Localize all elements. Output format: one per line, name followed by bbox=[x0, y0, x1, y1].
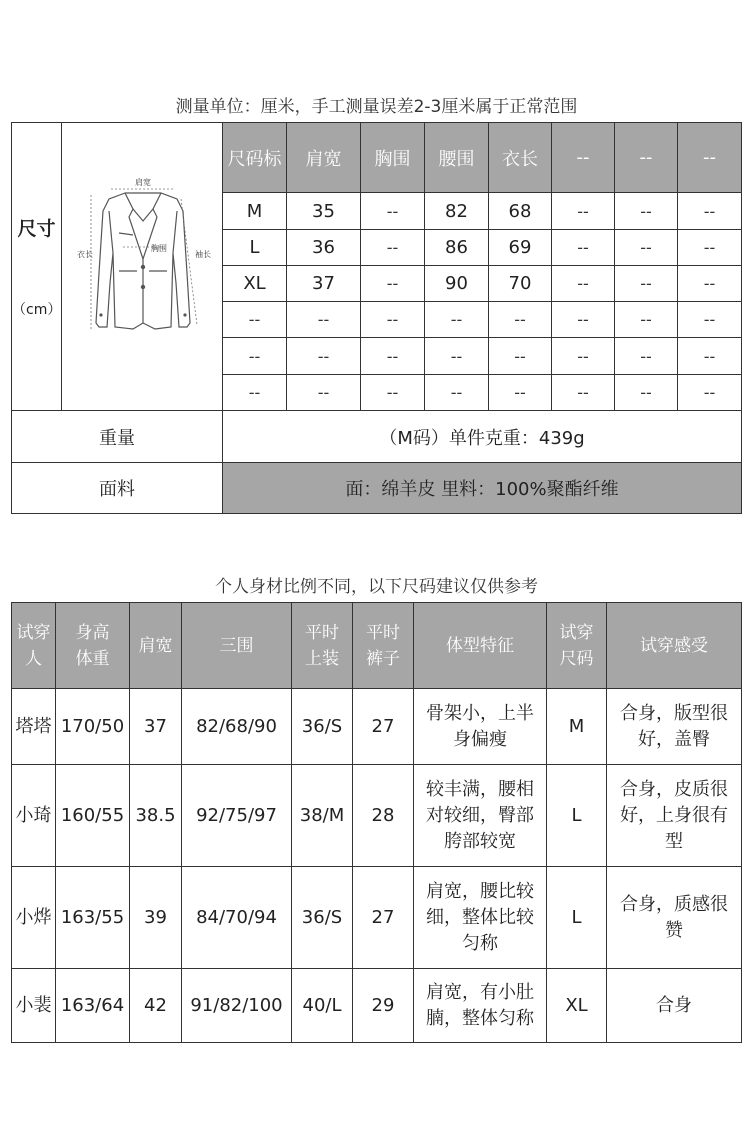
fit-body-type: 肩宽，腰比较 细，整体比较 匀称 bbox=[414, 867, 547, 969]
fit-measurements: 92/75/97 bbox=[182, 765, 292, 867]
jacket-diagram-cell bbox=[62, 123, 223, 411]
fit-header-7: 试穿 尺码 bbox=[547, 603, 607, 689]
weight-row bbox=[12, 411, 742, 463]
fit-tried-size: L bbox=[547, 867, 607, 969]
diagram-label-length: 衣长 bbox=[77, 250, 93, 259]
diagram-label-chest: 胸围 bbox=[151, 244, 167, 253]
fit-pants-size: 29 bbox=[353, 969, 414, 1043]
size-header-0: 尺码标 bbox=[223, 123, 287, 193]
size-cell: 69 bbox=[489, 229, 552, 265]
size-cell: -- bbox=[552, 193, 615, 229]
size-cell: 68 bbox=[489, 193, 552, 229]
size-cell: 86 bbox=[425, 229, 489, 265]
fit-header-0: 试穿 人 bbox=[12, 603, 56, 689]
fit-shoulder: 39 bbox=[130, 867, 182, 969]
fit-feedback: 合身 bbox=[607, 969, 742, 1043]
size-cell: -- bbox=[678, 302, 742, 338]
size-cell: -- bbox=[361, 374, 425, 410]
fit-name: 小烨 bbox=[12, 867, 56, 969]
size-cell: -- bbox=[678, 265, 742, 301]
fit-header-8: 试穿感受 bbox=[607, 603, 742, 689]
diagram-label-shoulder: 肩宽 bbox=[135, 178, 151, 187]
fit-header-5: 平时 裤子 bbox=[353, 603, 414, 689]
size-cell: -- bbox=[678, 338, 742, 374]
fit-tried-size: M bbox=[547, 689, 607, 765]
fit-header-2: 肩宽 bbox=[130, 603, 182, 689]
size-cell: -- bbox=[287, 374, 361, 410]
size-cell: -- bbox=[361, 302, 425, 338]
fit-caption: 个人身材比例不同，以下尺码建议仅供参考 bbox=[215, 577, 538, 597]
fit-shoulder: 42 bbox=[130, 969, 182, 1043]
size-caption: 测量单位：厘米，手工测量误差2-3厘米属于正常范围 bbox=[175, 97, 578, 117]
fit-tried-size: XL bbox=[547, 969, 607, 1043]
fit-shoulder: 38.5 bbox=[130, 765, 182, 867]
jacket-diagram bbox=[63, 123, 221, 405]
fit-header-6: 体型特征 bbox=[414, 603, 547, 689]
size-cell: -- bbox=[615, 193, 678, 229]
fit-name: 小裴 bbox=[12, 969, 56, 1043]
fit-measurements: 84/70/94 bbox=[182, 867, 292, 969]
size-header-2: 胸围 bbox=[361, 123, 425, 193]
size-cell: -- bbox=[361, 338, 425, 374]
fit-feedback: 合身，皮质很 好，上身很有 型 bbox=[607, 765, 742, 867]
fit-height-weight: 170/50 bbox=[56, 689, 130, 765]
size-cell: -- bbox=[615, 265, 678, 301]
size-cell: -- bbox=[552, 302, 615, 338]
size-cell: -- bbox=[615, 374, 678, 410]
fit-tried-size: L bbox=[547, 765, 607, 867]
size-cell: 35 bbox=[287, 193, 361, 229]
fit-feedback: 合身，质感很 赞 bbox=[607, 867, 742, 969]
size-header-3: 腰围 bbox=[425, 123, 489, 193]
size-cell: -- bbox=[552, 229, 615, 265]
fit-pants-size: 28 bbox=[353, 765, 414, 867]
size-cell: -- bbox=[361, 229, 425, 265]
fit-feedback: 合身，版型很 好，盖臀 bbox=[607, 689, 742, 765]
size-cell: L bbox=[223, 229, 287, 265]
fit-measurements: 91/82/100 bbox=[182, 969, 292, 1043]
size-cell: XL bbox=[223, 265, 287, 301]
size-cell: 82 bbox=[425, 193, 489, 229]
size-cell: -- bbox=[489, 374, 552, 410]
size-cell: -- bbox=[287, 338, 361, 374]
fit-height-weight: 163/64 bbox=[56, 969, 130, 1043]
fit-shoulder: 37 bbox=[130, 689, 182, 765]
size-cell: -- bbox=[425, 338, 489, 374]
size-cell: -- bbox=[361, 265, 425, 301]
size-cell: -- bbox=[489, 338, 552, 374]
weight-label: 重量 bbox=[12, 411, 223, 463]
fabric-value: 面：绵羊皮 里料：100%聚酯纤维 bbox=[223, 463, 742, 514]
size-cell: -- bbox=[615, 229, 678, 265]
weight-value: （M码）单件克重：439g bbox=[223, 411, 742, 463]
fit-body-type: 肩宽，有小肚 腩，整体匀称 bbox=[414, 969, 547, 1043]
size-cell: -- bbox=[552, 338, 615, 374]
fit-row bbox=[12, 689, 742, 765]
size-cell: 90 bbox=[425, 265, 489, 301]
size-cell: -- bbox=[361, 193, 425, 229]
size-cell: 70 bbox=[489, 265, 552, 301]
size-table bbox=[11, 122, 742, 514]
size-cell: -- bbox=[615, 302, 678, 338]
size-cell: -- bbox=[223, 338, 287, 374]
size-label-title: 尺寸 bbox=[17, 218, 56, 240]
size-cell: -- bbox=[552, 374, 615, 410]
fit-body-type: 骨架小，上半 身偏瘦 bbox=[414, 689, 547, 765]
size-header-1: 肩宽 bbox=[287, 123, 361, 193]
fit-measurements: 82/68/90 bbox=[182, 689, 292, 765]
size-cell: M bbox=[223, 193, 287, 229]
size-header-4: 衣长 bbox=[489, 123, 552, 193]
size-header-6: -- bbox=[615, 123, 678, 193]
fit-header-row bbox=[12, 603, 742, 689]
fit-name: 塔塔 bbox=[12, 689, 56, 765]
fit-body-type: 较丰满，腰相 对较细，臀部 胯部较宽 bbox=[414, 765, 547, 867]
fit-top-size: 40/L bbox=[292, 969, 353, 1043]
fit-top-size: 36/S bbox=[292, 689, 353, 765]
fit-row bbox=[12, 969, 742, 1043]
fit-header-4: 平时 上装 bbox=[292, 603, 353, 689]
size-header-5: -- bbox=[552, 123, 615, 193]
fit-header-3: 三围 bbox=[182, 603, 292, 689]
fit-height-weight: 163/55 bbox=[56, 867, 130, 969]
fabric-label: 面料 bbox=[12, 463, 223, 514]
size-label-unit: （cm） bbox=[12, 302, 62, 318]
fit-row bbox=[12, 867, 742, 969]
diagram-label-sleeve: 袖长 bbox=[195, 250, 211, 259]
fit-top-size: 38/M bbox=[292, 765, 353, 867]
size-cell: -- bbox=[552, 265, 615, 301]
fit-pants-size: 27 bbox=[353, 867, 414, 969]
size-cell: -- bbox=[678, 229, 742, 265]
size-header-7: -- bbox=[678, 123, 742, 193]
size-header-row bbox=[12, 123, 742, 193]
size-cell: -- bbox=[489, 302, 552, 338]
size-cell: -- bbox=[678, 193, 742, 229]
fabric-row bbox=[12, 463, 742, 514]
size-cell: -- bbox=[615, 338, 678, 374]
fit-row bbox=[12, 765, 742, 867]
fit-table bbox=[11, 602, 742, 1043]
size-cell: 37 bbox=[287, 265, 361, 301]
size-cell: 36 bbox=[287, 229, 361, 265]
size-cell: -- bbox=[425, 302, 489, 338]
fit-pants-size: 27 bbox=[353, 689, 414, 765]
size-cell: -- bbox=[223, 374, 287, 410]
fit-name: 小琦 bbox=[12, 765, 56, 867]
fit-height-weight: 160/55 bbox=[56, 765, 130, 867]
size-cell: -- bbox=[287, 302, 361, 338]
fit-top-size: 36/S bbox=[292, 867, 353, 969]
size-label-cell bbox=[12, 123, 62, 411]
fit-header-1: 身高 体重 bbox=[56, 603, 130, 689]
size-cell: -- bbox=[223, 302, 287, 338]
size-cell: -- bbox=[678, 374, 742, 410]
size-cell: -- bbox=[425, 374, 489, 410]
